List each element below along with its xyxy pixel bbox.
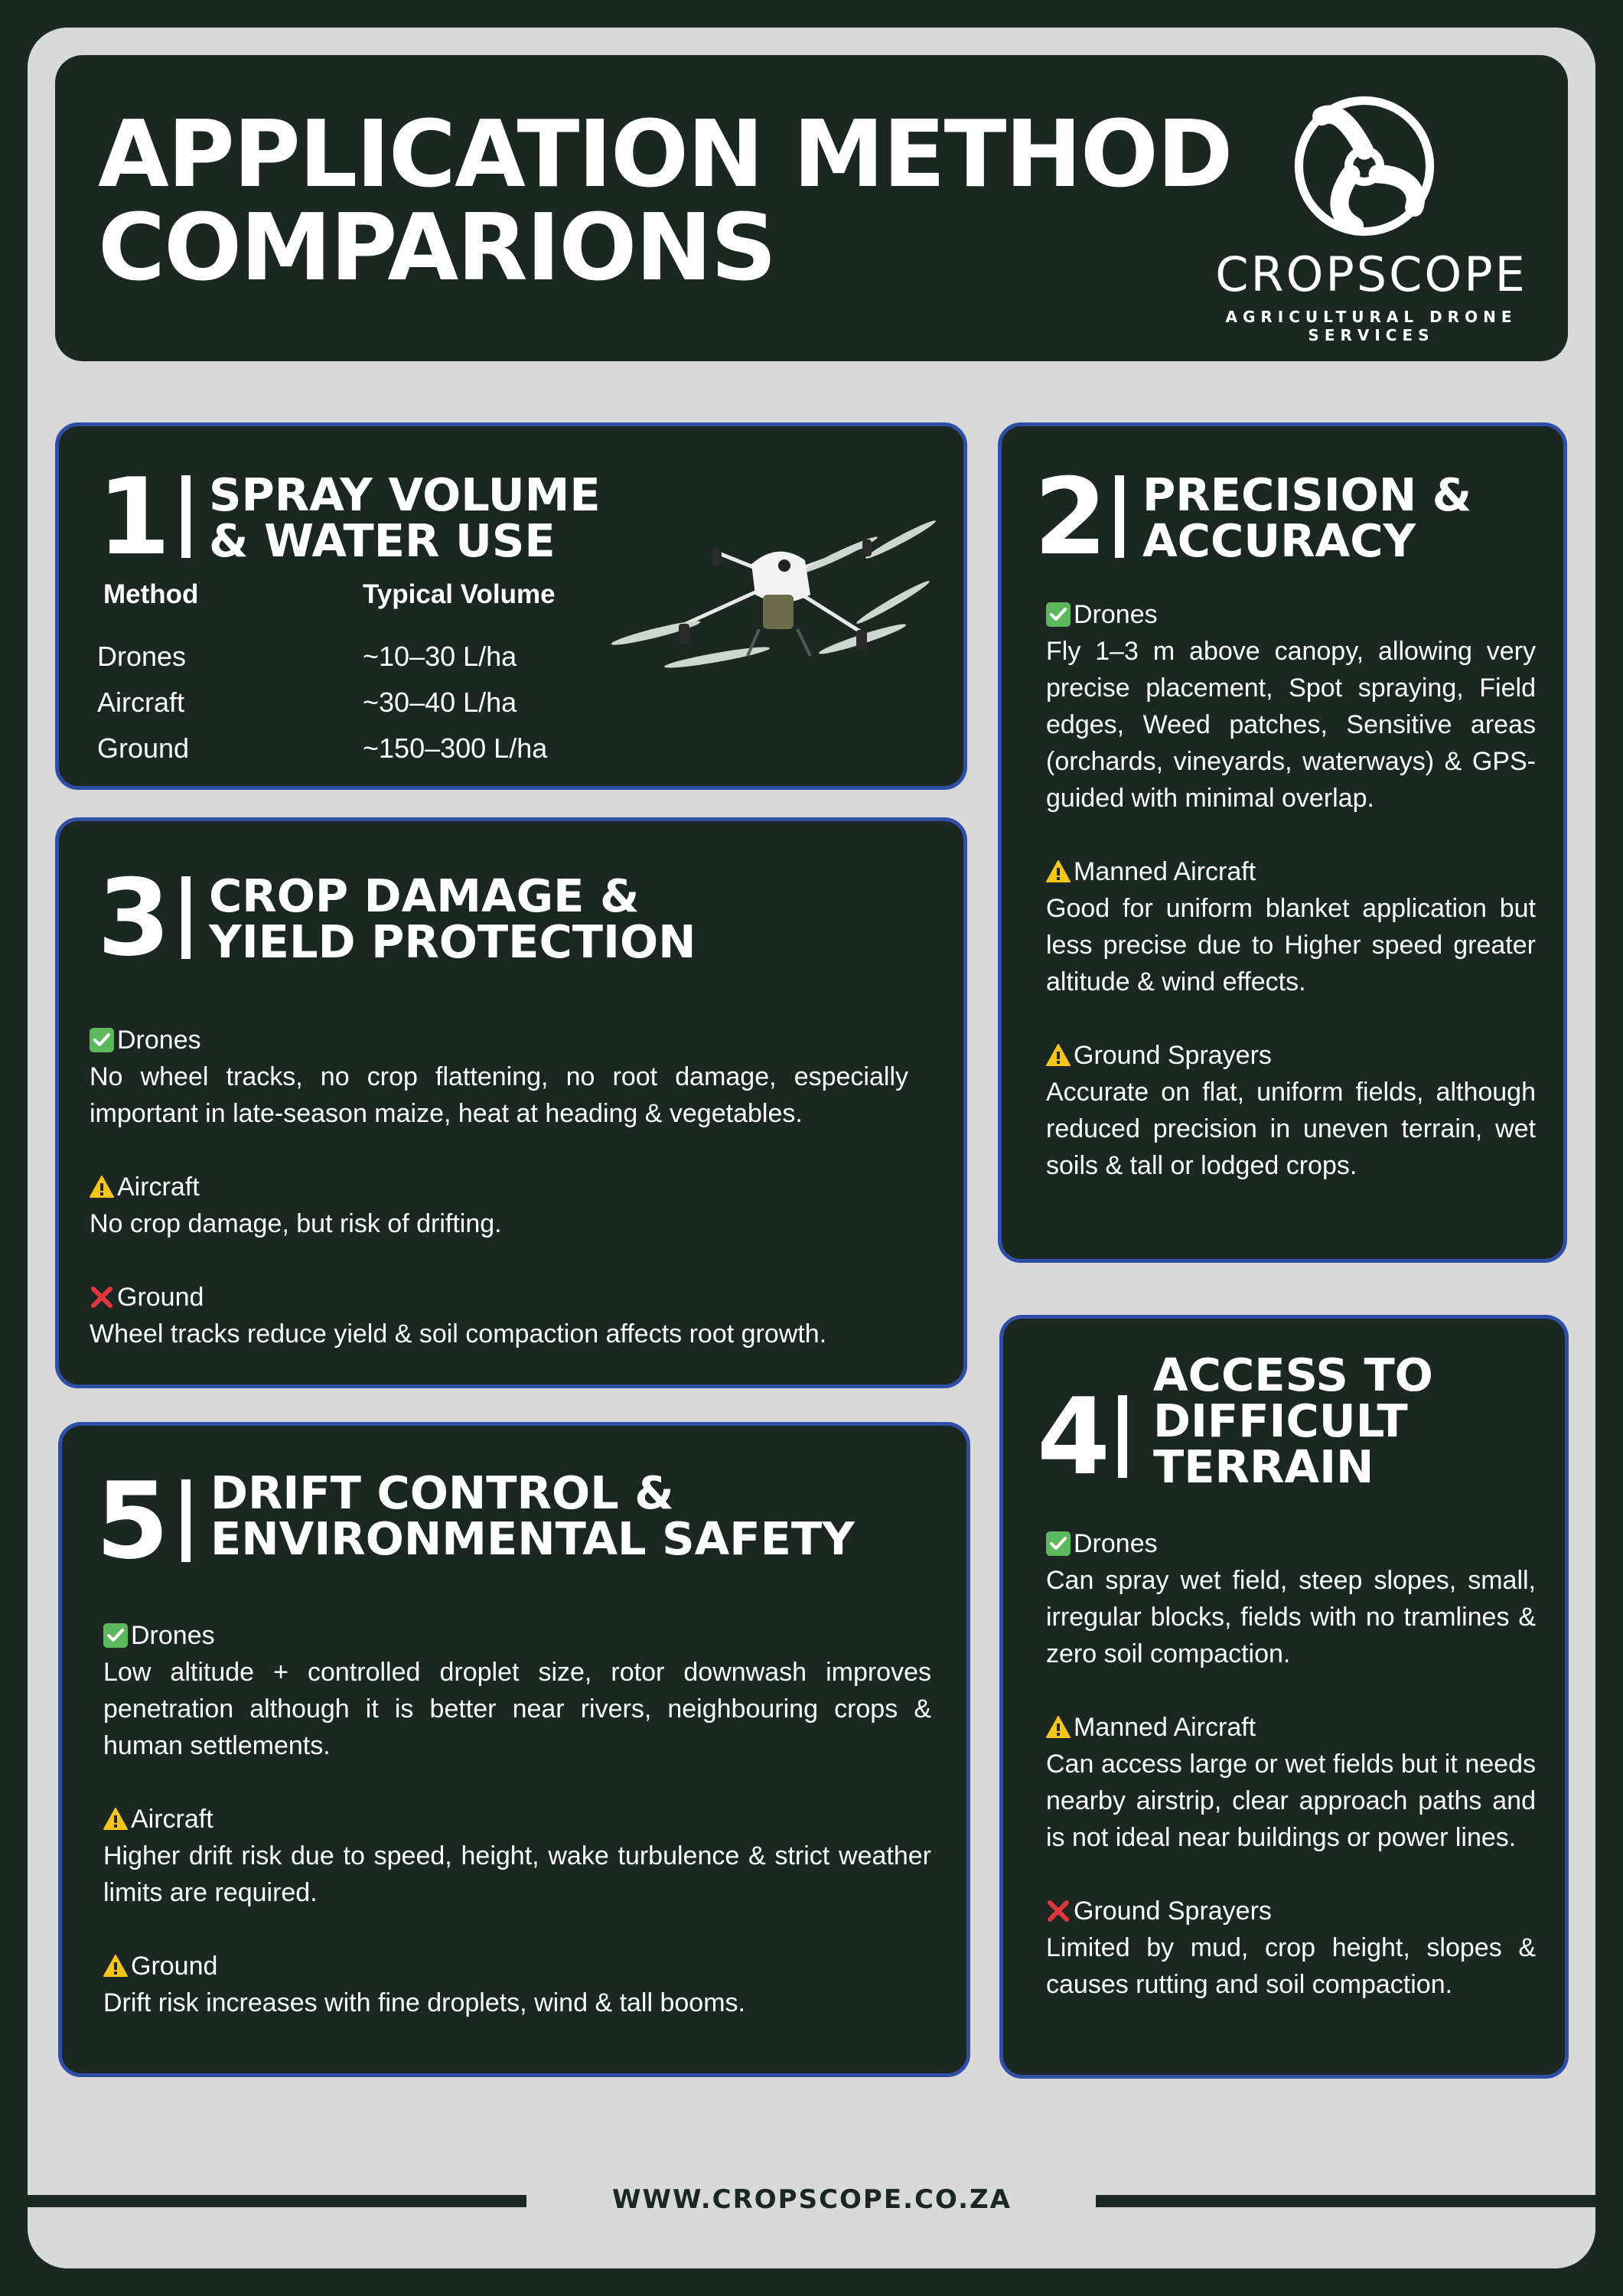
card-divider	[181, 1479, 191, 1562]
item-label: Drones	[131, 1621, 215, 1650]
header-banner	[55, 55, 1568, 361]
warning-icon	[1046, 1715, 1071, 1740]
card-body	[1046, 596, 1536, 1184]
card-title-line1: ACCESS TO	[1153, 1349, 1433, 1401]
card-divider	[1118, 1395, 1127, 1478]
footer-rule-left	[28, 2195, 526, 2207]
list-item	[90, 1022, 908, 1132]
cropscope-logo-icon	[1293, 95, 1436, 237]
cross-icon	[1046, 1899, 1071, 1923]
list-item	[1046, 1893, 1536, 2003]
card-divider	[181, 876, 191, 959]
item-label: Ground	[117, 1283, 204, 1312]
check-icon	[90, 1028, 114, 1052]
card-title	[209, 468, 601, 567]
card-number: 2	[1034, 455, 1108, 579]
item-label: Ground	[131, 1952, 218, 1981]
warning-icon	[1046, 859, 1071, 884]
list-item	[1046, 1709, 1536, 1856]
card-body	[1046, 1525, 1536, 2003]
card-title-line1: PRECISION &	[1142, 468, 1472, 521]
list-item	[1046, 1037, 1536, 1184]
card-body	[90, 1022, 908, 1352]
item-label: Manned Aircraft	[1074, 857, 1256, 886]
list-item	[103, 1801, 931, 1911]
card-title-line2: DIFFICULT	[1153, 1394, 1408, 1447]
cell-method: Ground	[97, 732, 190, 764]
item-text: Can spray wet field, steep slopes, small, irregular blocks, fields with no tramlines & zero soil compaction.	[1046, 1566, 1536, 1668]
list-item	[1046, 596, 1536, 817]
website-link[interactable]: WWW.CROPSCOPE.CO.ZA	[611, 2184, 1012, 2215]
card-number: 3	[97, 856, 171, 980]
card-title-line1: SPRAY VOLUME	[209, 468, 601, 521]
card-number: 5	[96, 1459, 170, 1583]
page-title	[98, 102, 1232, 302]
item-text: Good for uniform blanket application but less precise due to Higher speed greater altitude & wind effects.	[1046, 894, 1536, 996]
card-divider	[1115, 475, 1124, 558]
check-icon	[1046, 1531, 1071, 1556]
item-text: No crop damage, but risk of drifting.	[90, 1209, 502, 1238]
item-label: Aircraft	[117, 1172, 200, 1202]
cell-volume: ~150–300 L/ha	[363, 732, 548, 764]
item-label: Ground Sprayers	[1074, 1896, 1272, 1926]
footer-rule-right	[1096, 2195, 1595, 2207]
page-title-line2: COMPARIONS	[98, 195, 776, 302]
card-title-line2: & WATER USE	[209, 514, 556, 567]
cross-icon	[90, 1285, 114, 1309]
cell-method: Aircraft	[97, 687, 185, 718]
card-drift-control	[58, 1422, 970, 2077]
check-icon	[103, 1623, 128, 1648]
column-header-volume: Typical Volume	[363, 579, 556, 609]
page-title-line1: APPLICATION METHOD	[98, 102, 1232, 208]
card-title-line2: YIELD PROTECTION	[209, 915, 696, 968]
item-text: Low altitude + controlled droplet size, rotor downwash improves penetration although it is better near rivers, neighbouring crops & human settlements.	[103, 1658, 931, 1760]
brand-tagline: AGRICULTURAL DRONE SERVICES	[1225, 308, 1517, 344]
warning-icon	[1046, 1043, 1071, 1068]
card-crop-damage	[55, 817, 967, 1388]
card-title	[1142, 468, 1472, 567]
item-text: Drift risk increases with fine droplets, wind & tall booms.	[103, 1988, 745, 2017]
warning-icon	[103, 1807, 128, 1831]
card-title	[1153, 1349, 1433, 1493]
column-header-method: Method	[103, 579, 199, 609]
list-item	[1046, 853, 1536, 1000]
list-item	[1046, 1525, 1536, 1672]
cell-method: Drones	[97, 641, 187, 672]
item-text: Higher drift risk due to speed, height, wake turbulence & strict weather limits are required.	[103, 1841, 931, 1907]
list-item	[90, 1279, 908, 1352]
card-title-line1: CROP DAMAGE &	[209, 869, 640, 922]
card-title-line2: ENVIRONMENTAL SAFETY	[210, 1512, 855, 1565]
card-difficult-terrain	[999, 1315, 1569, 2079]
list-item	[90, 1169, 908, 1242]
item-text: Can access large or wet fields but it needs nearby airstrip, clear approach paths and is not ideal near buildings or power lines.	[1046, 1750, 1536, 1852]
cell-volume: ~30–40 L/ha	[363, 687, 517, 718]
item-label: Aircraft	[131, 1805, 213, 1834]
card-title	[209, 869, 696, 968]
item-label: Manned Aircraft	[1074, 1713, 1256, 1742]
card-number: 4	[1037, 1375, 1111, 1499]
item-label: Drones	[1074, 600, 1158, 629]
item-text: Limited by mud, crop height, slopes & causes rutting and soil compaction.	[1046, 1933, 1536, 1999]
card-title-line3: TERRAIN	[1153, 1440, 1374, 1493]
item-text: Fly 1–3 m above canopy, allowing very precise placement, Spot spraying, Field edges, Weed patches, Sensitive areas (orchards, vineyards, waterways) & GPS-guided with minimal overlap.	[1046, 637, 1536, 813]
brand-name: CROPSCOPE	[1215, 246, 1527, 302]
item-label: Ground Sprayers	[1074, 1041, 1272, 1070]
warning-icon	[90, 1175, 114, 1199]
card-title	[210, 1466, 855, 1565]
item-text: No wheel tracks, no crop flattening, no root damage, especially important in late-season maize, heat at heading & vegetables.	[90, 1062, 908, 1128]
cell-volume: ~10–30 L/ha	[363, 641, 517, 672]
card-divider	[181, 475, 191, 558]
card-precision-accuracy	[998, 422, 1567, 1263]
card-number: 1	[97, 455, 171, 579]
spray-drone-image	[610, 480, 947, 709]
list-item	[103, 1948, 931, 2021]
card-title-line2: ACCURACY	[1142, 514, 1416, 567]
card-body	[103, 1617, 931, 2021]
list-item	[103, 1617, 931, 1764]
item-label: Drones	[117, 1026, 201, 1055]
check-icon	[1046, 602, 1071, 627]
card-spray-volume	[55, 422, 967, 790]
item-text: Wheel tracks reduce yield & soil compaction affects root growth.	[90, 1319, 827, 1349]
item-text: Accurate on flat, uniform fields, although reduced precision in uneven terrain, wet soils & tall or lodged crops.	[1046, 1078, 1536, 1180]
warning-icon	[103, 1954, 128, 1978]
card-title-line1: DRIFT CONTROL &	[210, 1466, 674, 1519]
item-label: Drones	[1074, 1529, 1158, 1558]
